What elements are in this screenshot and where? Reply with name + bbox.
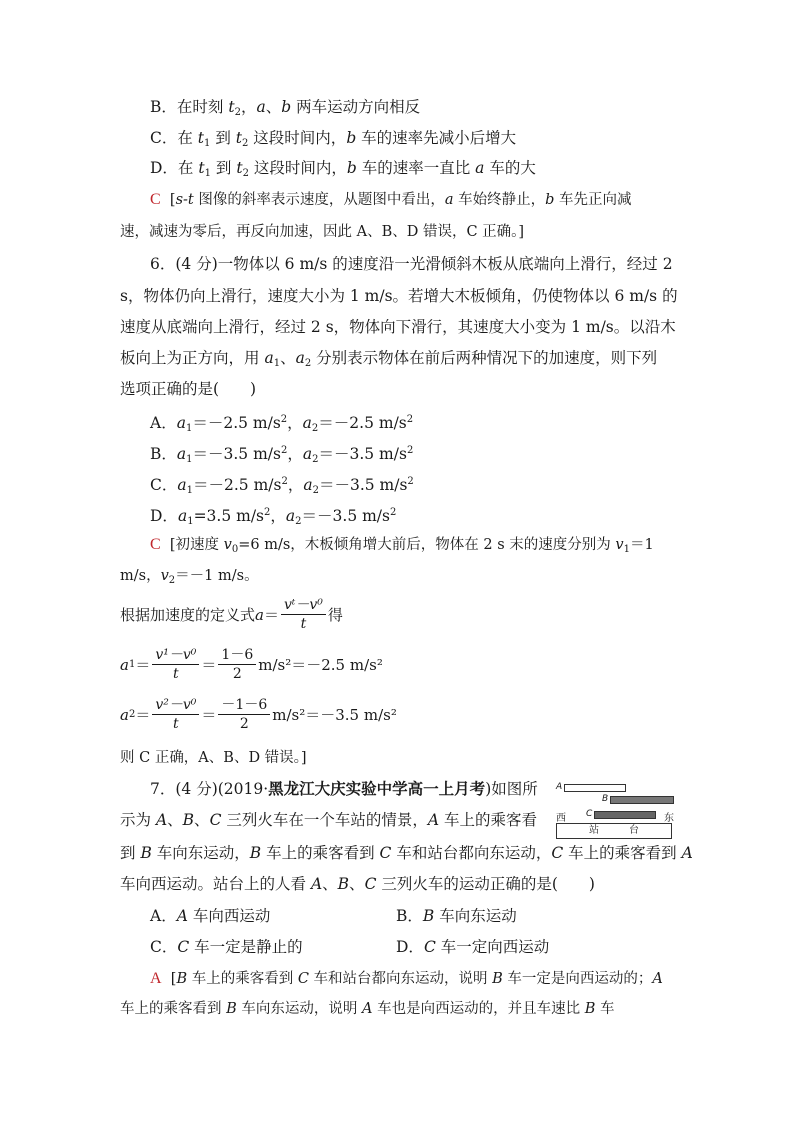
q5-option-d: D．在 $t_1$ 到 $t_2$ 这段时间内，b 车的速率一直比 a 车的大	[150, 159, 536, 179]
train-a-label: A	[556, 782, 563, 792]
fraction: $\frac{\text{v¹－v⁰}}{t}$	[152, 646, 199, 683]
q5-explanation-line2: 速，减速为零后，再反向加速，因此 A、B、D 错误，C 正确。]	[120, 224, 525, 240]
q6-option-c: C．$a_1=-2.5$ $m/s^2$，$a_2=-3.5$ $m/s^2$	[150, 476, 414, 496]
q7-answer: A	[150, 970, 162, 987]
q5-answer: C	[150, 191, 161, 208]
q6-stem-line1: 6．(4 分)一物体以 6 m/s 的速度沿一光滑倾斜木板从底端向上滑行，经过 2	[150, 255, 673, 273]
train-c-bar	[594, 811, 656, 819]
fraction: $\frac{\text{v²－v⁰}}{t}$	[152, 696, 199, 733]
train-b-label: B	[602, 794, 609, 804]
q7-option-d: D．C 车一定向西运动	[396, 938, 550, 956]
train-station-figure	[556, 782, 678, 842]
q7-option-c: C．C 车一定是静止的	[150, 938, 303, 956]
fraction: $\frac{1-6}{2}$	[218, 646, 256, 683]
q5-explanation-line1: C [s-t 图像的斜率表示速度，从题图中看出，a 车始终静止，b 车先正向减	[150, 191, 632, 208]
train-c-label: C	[586, 809, 593, 819]
q6-option-b: B．$a_1=-3.5$ $m/s^2$，$a_2=-3.5$ $m/s^2$	[150, 445, 414, 465]
q6-option-a: A．$a_1=-2.5$ $m/s^2$，$a_2=-2.5$ $m/s^2$	[150, 414, 414, 434]
q6-stem-line4: 板向上为正方向，用 $a_1$、$a_2$ 分别表示物体在前后两种情况下的加速度，则下列	[120, 349, 658, 369]
q6-formula-a1: a 1 ＝ $\frac{\text{v¹－v⁰}}{t}$ ＝ $\frac{1-6}{2}$ m/s²＝－2.5 m/s²	[120, 647, 383, 682]
q6-conclusion: 则 C 正确，A、B、D 错误。]	[120, 750, 307, 766]
q6-answer: C	[150, 536, 161, 553]
q7-stem-line3: 到 B 车向东运动，B 车上的乘客看到 C 车和站台都向东运动，C 车上的乘客看到 A	[120, 844, 693, 862]
q7-option-b: B．B 车向东运动	[396, 907, 517, 925]
q5-option-b: B．在时刻 $t_2$，a、b 两车运动方向相反	[150, 98, 421, 118]
train-b-bar	[610, 796, 674, 804]
q7-stem-line1: 7．(4 分)(2019·黑龙江大庆实验中学高一上月考)如图所	[150, 779, 538, 798]
q6-formula-a2: a 2 ＝ $\frac{\text{v²－v⁰}}{t}$ ＝ $\frac{-1-6}{2}$ m/s²＝－3.5 m/s²	[120, 697, 397, 732]
q6-stem-line3: 速度从底端向上滑行，经过 2 s，物体向下滑行，其速度大小变为 1 m/s。以沿木	[120, 318, 676, 336]
q7-stem-line2: 示为 A、B、C 三列火车在一个车站的情景，A 车上的乘客看	[120, 811, 538, 829]
q6-stem-line2: s，物体仍向上滑行，速度大小为 1 m/s。若增大木板倾角，仍使物体以 6 m/s 的	[120, 287, 678, 305]
fraction: $\frac{\text{vᵗ－v⁰}}{t}$	[281, 596, 326, 633]
east-label: 东	[664, 813, 674, 824]
west-label: 西	[556, 813, 566, 824]
q5-option-c: C．在 $t_1$ 到 $t_2$ 这段时间内，b 车的速率先减小后增大	[150, 129, 517, 149]
q6-option-d: D．$a_1=3.5$ $m/s^2$，$a_2=-3.5$ $m/s^2$	[150, 507, 397, 527]
q6-formula-definition: 根据加速度的定义式 a ＝ $\frac{\text{vᵗ－v⁰}}{t}$ 得	[120, 597, 343, 632]
q6-stem-line5: 选项正确的是( )	[120, 380, 257, 398]
platform: 站 台	[556, 823, 672, 839]
q7-stem-line4: 车向西运动。站台上的人看 A、B、C 三列火车的运动正确的是( )	[120, 875, 595, 893]
train-a-bar	[564, 784, 626, 792]
q6-explanation-line2: m/s，$v_2=-1$ m/s。	[120, 568, 259, 586]
q7-explanation-line2: 车上的乘客看到 B 车向东运动，说明 A 车也是向西运动的，并且车速比 B 车	[120, 1001, 615, 1017]
fraction: $\frac{-1-6}{2}$	[218, 696, 270, 733]
q7-explanation-line1: A [B 车上的乘客看到 C 车和站台都向东运动，说明 B 车一定是向西运动的；A	[150, 970, 663, 987]
q6-explanation-line1: C [初速度 $v_0=6$ m/s，木板倾角增大前后，物体在 2 s 末的速度分别为 $v_1=1$	[150, 536, 654, 555]
q7-option-a: A．A 车向西运动	[150, 907, 271, 925]
